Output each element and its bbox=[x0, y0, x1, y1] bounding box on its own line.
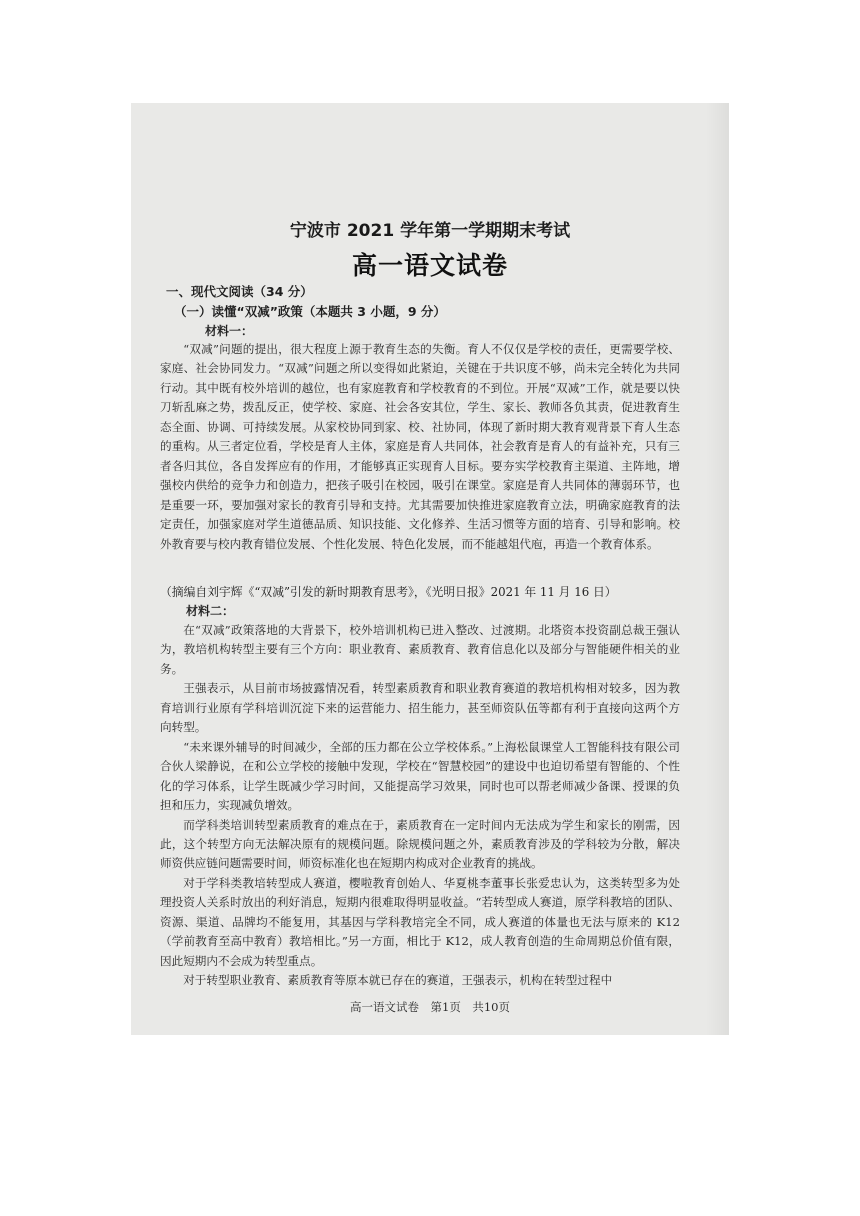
material1-paragraph: “双减”问题的提出，很大程度上源于教育生态的失衡。育人不仅仅是学校的责任，更需要学校、家庭、社会协同发力。“双减”问题之所以变得如此紧迫，关键在于共识度不够，尚未完全转化为共同行动。其中既有校外培训的越位，也有家庭教育和学校教育的不到位。开展“双减”工作，就是要以快刀斩乱麻之势，拨乱反正，使学校、家庭、社会各安其位，学生、家长、教师各负其责，促进教育生态全面、协调、可持续发展。从家校协同到家、校、社协同，体现了新时期大教育观背景下育人生态的重构。从三者定位看，学校是育人主体，家庭是育人共同体，社会教育是育人的有益补充，只有三者各归其位，各自发挥应有的作用，才能够真正实现育人目标。要夯实学校教育主渠道、主阵地，增强校内供给的竞争力和创造力，把孩子吸引在校园，吸引在课堂。家庭是育人共同体的薄弱环节，也是重要一环，要加强对家长的教育引导和支持。尤其需要加快推进家庭教育立法，明确家庭教育的法定责任，加强家庭对学生道德品质、知识技能、文化修养、生活习惯等方面的培育、引导和影响。校外教育要与校内教育错位发展、个性化发展、特色化发展，而不能越俎代庖，再造一个教育体系。 bbox=[160, 342, 680, 551]
material2-label: 材料二： bbox=[186, 604, 235, 618]
material2-paragraph: 在“双减”政策落地的大背景下，校外培训机构已进入整改、过渡期。北塔资本投资副总裁王强认为，教培机构转型主要有三个方向：职业教育、素质教育、教育信息化以及部分与智能硬件相关的业务。 bbox=[160, 623, 680, 676]
exam-title: 宁波市 2021 学年第一学期期末考试 bbox=[289, 221, 571, 241]
subject-title: 高一语文试卷 bbox=[351, 251, 508, 280]
section-heading: 一、现代文阅读（34 分） bbox=[166, 284, 313, 299]
material2-paragraph: 王强表示，从目前市场披露情况看，转型素质教育和职业教育赛道的教培机构相对较多，因为教育培训行业原有学科培训沉淀下来的运营能力、招生能力，甚至师资队伍等都有利于直接向这两个方向转型。 bbox=[160, 681, 680, 735]
material1-body bbox=[160, 340, 680, 554]
material2-paragraph: “未来课外辅导的时间减少，全部的压力都在公立学校体系。”上海松鼠课堂人工智能科技有限公司合伙人梁静说，在和公立学校的接触中发现，学校在“智慧校园”的建设中也迫切希望有智能的、个性化的学习体系，让学生既减少学习时间，又能提高学习效果，同时也可以帮老师减少备课、授课的负担和压力，实现减负增效。 bbox=[160, 739, 680, 813]
subsection-heading: （一）读懂“双减”政策（本题共 3 小题，9 分） bbox=[174, 304, 446, 319]
material2-body bbox=[160, 621, 680, 991]
material1-source: （摘编自刘宇辉《“双减”引发的新时期教育思考》，《光明日报》2021 年 11 月 16 日） bbox=[160, 585, 617, 599]
material1-label: 材料一： bbox=[205, 324, 254, 338]
page-footer: 高一语文试卷 第1页 共10页 bbox=[350, 1000, 510, 1014]
material2-paragraph: 而学科类培训转型素质教育的难点在于，素质教育在一定时间内无法成为学生和家长的刚需，因此，这个转型方向无法解决原有的规模问题。除规模问题之外，素质教育涉及的学科较为分散，解决师资供应链问题需要时间，师资标准化也在短期内构成对企业教育的挑战。 bbox=[160, 817, 680, 871]
material2-paragraph: 对于学科类教培转型成人赛道，樱啦教育创始人、华夏桃李董事长张爱忠认为，这类转型多为处理投资人关系时放出的利好消息，短期内很难取得明显收益。“若转型成人赛道，原学科教培的团队、资源、渠道、品牌均不能复用，其基因与学科教培完全不同，成人赛道的体量也无法与原来的 K12（学前教育至高中教育）教培相比。”另一方面，相比于 K12，成人教育创造的生命周期总价值有限，因此短期内不会成为转型重点。 bbox=[160, 875, 680, 968]
material2-paragraph: 对于转型职业教育、素质教育等原本就已存在的赛道，王强表示，机构在转型过程中 bbox=[183, 973, 613, 988]
paper-shadow-edge bbox=[706, 103, 729, 1035]
